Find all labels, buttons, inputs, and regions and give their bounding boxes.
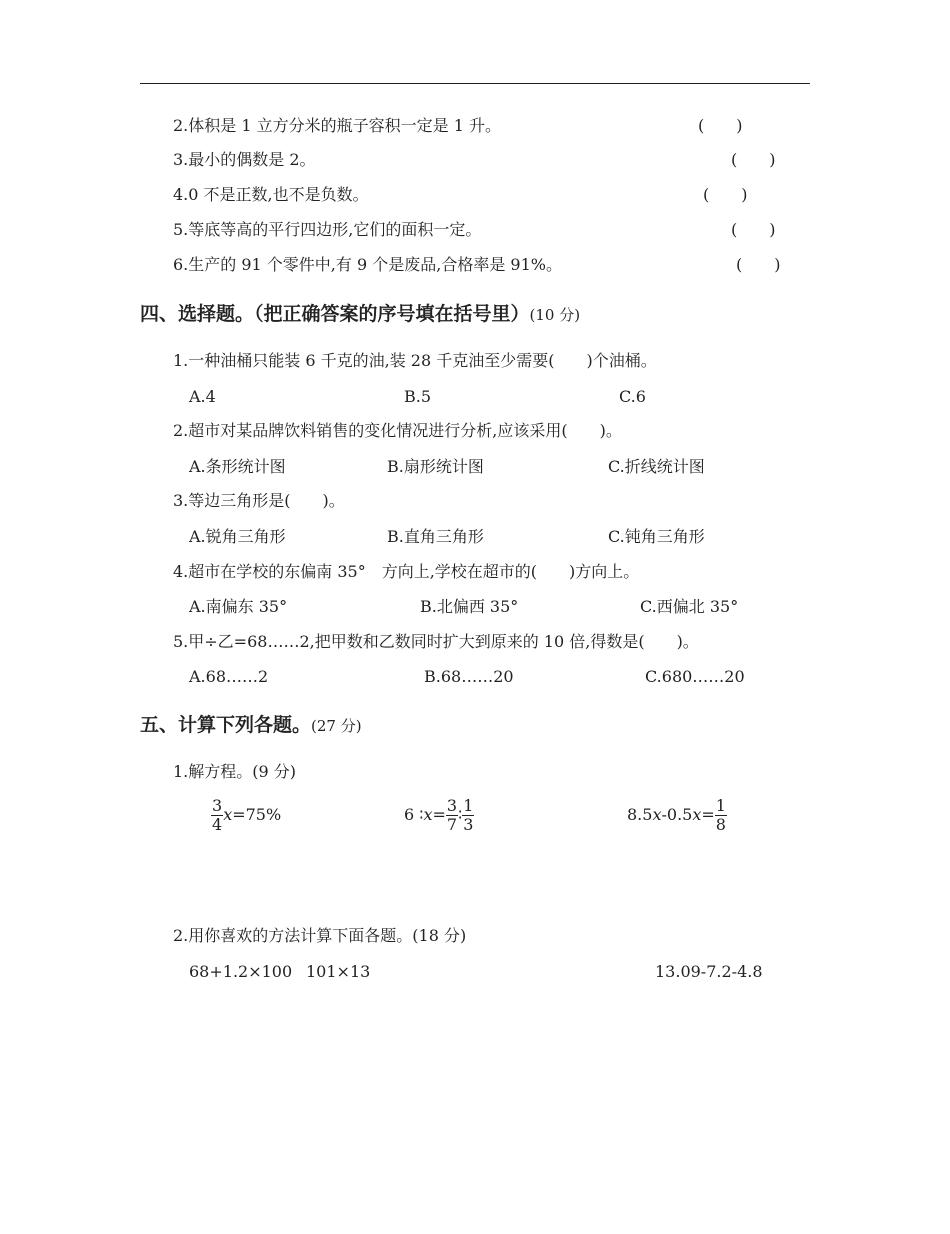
option-b[interactable]: B.5	[404, 387, 432, 406]
fraction: $\frac{3}{7}$	[446, 796, 458, 834]
fraction: $\frac{1}{8}$	[715, 796, 726, 834]
option-b[interactable]: B.扇形统计图	[387, 457, 484, 476]
option-c[interactable]: C.钝角三角形	[608, 527, 705, 546]
option-a[interactable]: A.4	[189, 387, 216, 406]
fraction: $\frac{3}{4}$	[212, 796, 223, 834]
question-2: 2.超市对某品牌饮料销售的变化情况进行分析,应该采用( )。	[173, 421, 622, 440]
question-1: 1.一种油桶只能装 6 千克的油,装 28 千克油至少需要( )个油桶。	[173, 351, 657, 370]
option-c[interactable]: C.西偏北 35°	[640, 597, 739, 616]
section-heading-calc	[140, 713, 362, 738]
calc-expr-3: 13.09-7.2-4.8	[655, 962, 763, 981]
option-b[interactable]: B.68……20	[424, 667, 514, 686]
calc-expr-2: 101×13	[306, 962, 371, 981]
question-5: 5.甲÷乙=68……2,把甲数和乙数同时扩大到原来的 10 倍,得数是( )。	[173, 632, 699, 651]
section-points: (10 分)	[529, 306, 581, 324]
judge-item-5: 5.等底等高的平行四边形,它们的面积一定。	[173, 220, 482, 239]
option-a[interactable]: A.条形统计图	[189, 457, 286, 476]
fraction: $\frac{1}{3}$	[463, 796, 474, 834]
equation-1: $\frac{3}{4}$ x=75%	[212, 796, 282, 834]
judge-item-2: 2.体积是 1 立方分米的瓶子容积一定是 1 升。	[173, 116, 501, 135]
option-b[interactable]: B.直角三角形	[387, 527, 484, 546]
answer-paren[interactable]: ( )	[703, 185, 748, 204]
answer-paren[interactable]: ( )	[736, 255, 781, 274]
option-c[interactable]: C.680……20	[645, 667, 745, 686]
section-title: 五、计算下列各题。	[140, 714, 312, 736]
answer-paren[interactable]: ( )	[731, 150, 776, 169]
equation-2: 6 ∶x= $\frac{3}{7}$ ∶ $\frac{1}{3}$	[404, 796, 474, 834]
section-title: 四、选择题。（把正确答案的序号填在括号里）	[140, 303, 530, 325]
equation-label: 1.解方程。(9 分)	[173, 762, 297, 781]
header-rule	[140, 83, 810, 84]
option-c[interactable]: C.6	[619, 387, 646, 406]
option-a[interactable]: A.68……2	[189, 667, 269, 686]
equation-3: 8.5x-0.5x= $\frac{1}{8}$	[627, 796, 726, 834]
calc-expr-1: 68+1.2×100	[189, 962, 293, 981]
section-heading-choice	[140, 302, 580, 327]
section-points: (27 分)	[311, 717, 362, 735]
answer-paren[interactable]: ( )	[731, 220, 776, 239]
answer-paren[interactable]: ( )	[698, 116, 743, 135]
option-a[interactable]: A.南偏东 35°	[189, 597, 288, 616]
judge-item-6: 6.生产的 91 个零件中,有 9 个是废品,合格率是 91%。	[173, 255, 562, 274]
option-c[interactable]: C.折线统计图	[608, 457, 705, 476]
judge-item-3: 3.最小的偶数是 2。	[173, 150, 316, 169]
question-3: 3.等边三角形是( )。	[173, 491, 345, 510]
option-b[interactable]: B.北偏西 35°	[420, 597, 519, 616]
calc-label: 2.用你喜欢的方法计算下面各题。(18 分)	[173, 926, 467, 945]
judge-item-4: 4.0 不是正数,也不是负数。	[173, 185, 369, 204]
option-a[interactable]: A.锐角三角形	[189, 527, 286, 546]
question-4: 4.超市在学校的东偏南 35° 方向上,学校在超市的( )方向上。	[173, 562, 640, 581]
